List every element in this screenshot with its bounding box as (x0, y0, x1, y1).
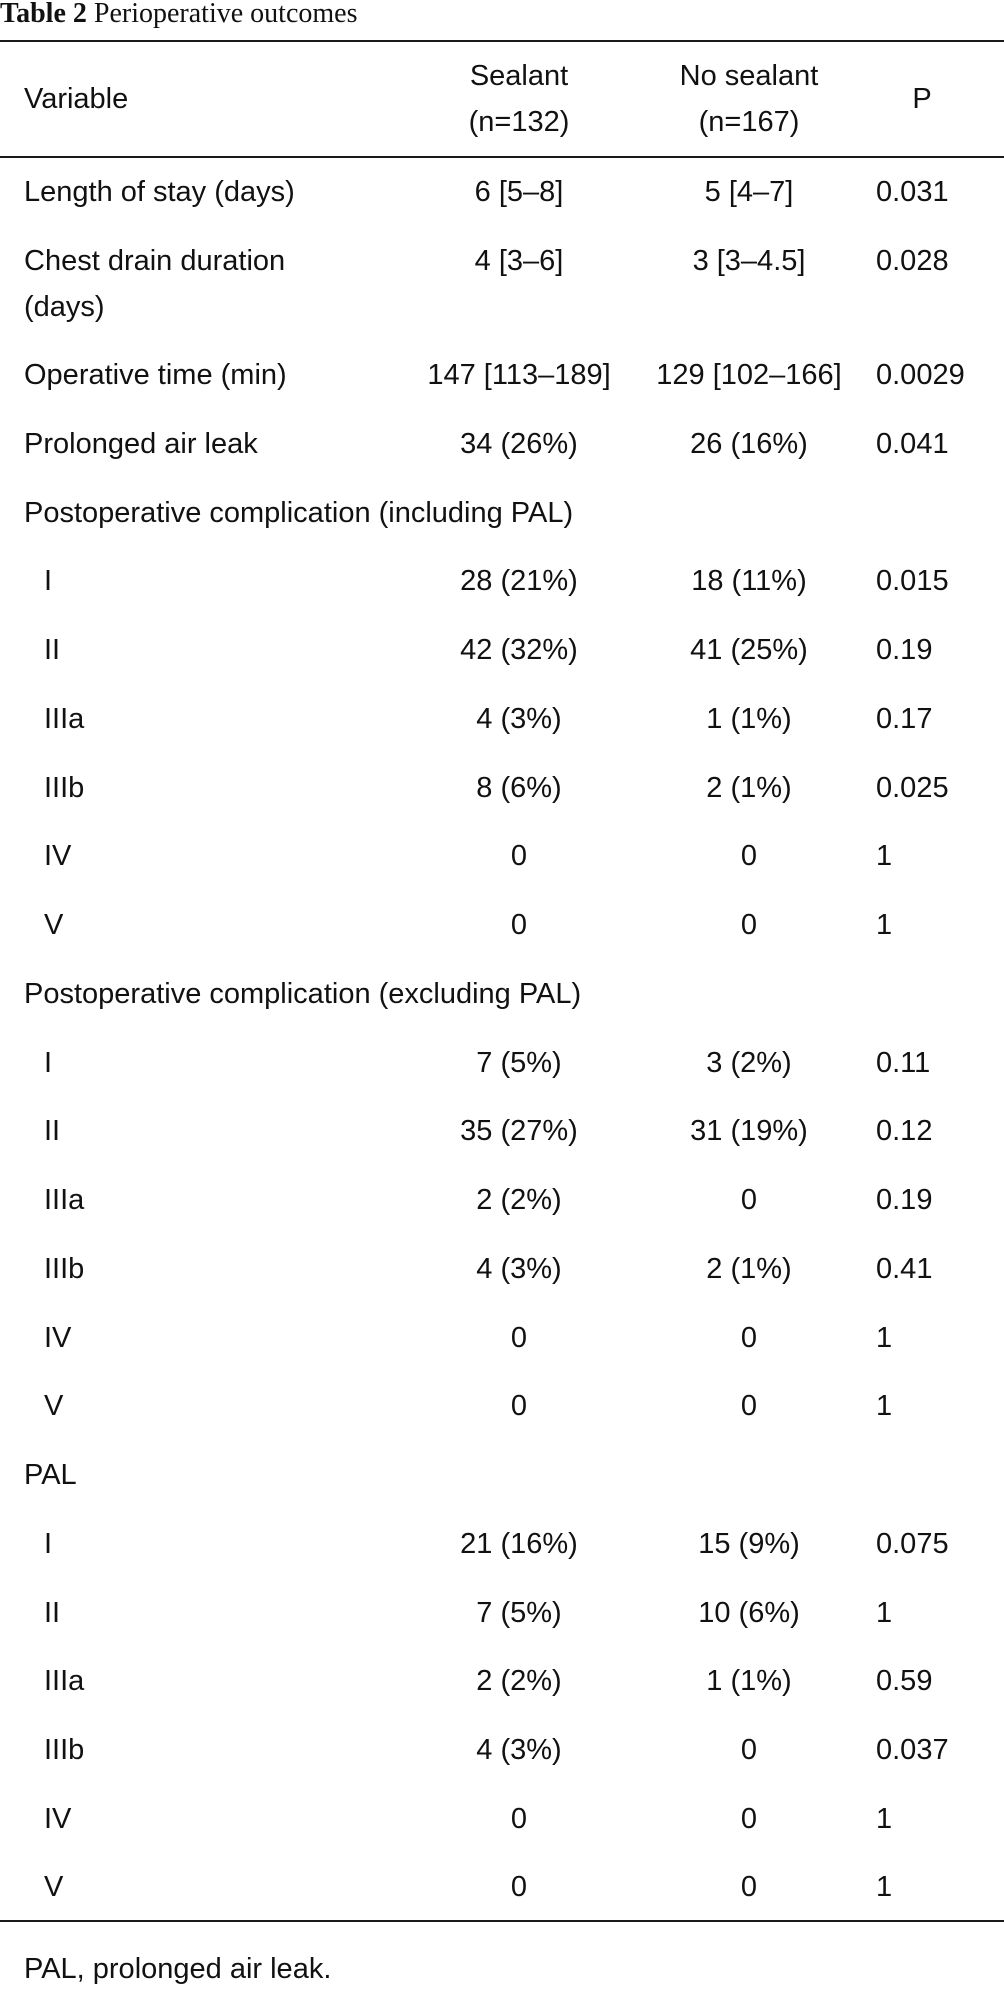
row-p: 0.041 (876, 428, 949, 460)
row-variable: IIIb (44, 772, 85, 804)
table-footnote: PAL, prolonged air leak. (24, 1953, 332, 1985)
row-variable: II (44, 634, 61, 666)
section-heading: Postoperative complication (excluding PAL) (24, 978, 582, 1010)
row-variable: I (44, 1047, 53, 1079)
row-sealant: 0 (510, 1871, 528, 1903)
row-variable: V (44, 1871, 64, 1903)
row-sealant: 0 (510, 1803, 528, 1835)
row-no-sealant: 3 [3–4.5] (692, 245, 806, 277)
row-p: 0.031 (876, 176, 949, 208)
row-no-sealant: 18 (11%) (691, 565, 807, 597)
row-variable: IIIa (44, 703, 85, 735)
header-sealant-n: (n=132) (468, 106, 570, 138)
row-variable: I (44, 1528, 53, 1560)
row-variable: Operative time (min) (24, 359, 287, 391)
row-no-sealant: 31 (19%) (690, 1115, 808, 1147)
row-p: 1 (876, 1803, 893, 1835)
row-p: 1 (876, 840, 893, 872)
row-p: 1 (876, 909, 893, 941)
row-p: 0.11 (876, 1047, 931, 1079)
row-variable: IIIb (44, 1253, 85, 1285)
table-bottom-rule (0, 1920, 1004, 1922)
table-top-rule (0, 40, 1004, 42)
row-p: 0.59 (876, 1665, 933, 1697)
header-no-sealant-n: (n=167) (698, 106, 800, 138)
row-sealant: 4 (3%) (476, 703, 562, 735)
row-no-sealant: 2 (1%) (706, 1253, 792, 1285)
header-no-sealant-label: No sealant (679, 60, 819, 92)
row-no-sealant: 0 (740, 1322, 758, 1354)
row-no-sealant: 0 (740, 1803, 758, 1835)
row-sealant: 34 (26%) (460, 428, 578, 460)
row-sealant: 4 (3%) (476, 1734, 562, 1766)
row-no-sealant: 0 (740, 909, 758, 941)
row-sealant: 2 (2%) (476, 1665, 562, 1697)
row-sealant: 7 (5%) (476, 1047, 562, 1079)
row-sealant: 4 (3%) (476, 1253, 562, 1285)
row-p: 0.12 (876, 1115, 933, 1147)
row-sealant: 28 (21%) (460, 565, 578, 597)
table-caption-title: Perioperative outcomes (93, 0, 358, 29)
row-sealant: 0 (510, 909, 528, 941)
row-sealant: 2 (2%) (476, 1184, 562, 1216)
row-sealant: 21 (16%) (460, 1528, 578, 1560)
header-p: P (912, 83, 932, 115)
row-sealant: 147 [113–189] (427, 359, 611, 391)
table-caption (0, 0, 357, 28)
row-p: 0.0029 (876, 359, 965, 391)
row-sealant: 6 [5–8] (474, 176, 564, 208)
row-sealant: 0 (510, 1322, 528, 1354)
row-p: 0.028 (876, 245, 949, 277)
row-p: 0.075 (876, 1528, 949, 1560)
row-p: 0.41 (876, 1253, 933, 1285)
row-variable: II (44, 1115, 61, 1147)
row-p: 1 (876, 1597, 893, 1629)
row-sealant: 0 (510, 840, 528, 872)
row-no-sealant: 0 (740, 1734, 758, 1766)
row-no-sealant: 2 (1%) (706, 772, 792, 804)
row-no-sealant: 0 (740, 1871, 758, 1903)
row-variable: Length of stay (days) (24, 176, 295, 208)
row-no-sealant: 5 [4–7] (704, 176, 794, 208)
row-p: 0.015 (876, 565, 949, 597)
row-variable: IIIb (44, 1734, 85, 1766)
header-no-sealant (634, 53, 864, 145)
row-no-sealant: 0 (740, 840, 758, 872)
row-sealant: 7 (5%) (476, 1597, 562, 1629)
table-caption-label: Table 2 (0, 0, 87, 29)
row-p: 1 (876, 1322, 893, 1354)
row-p: 1 (876, 1871, 893, 1903)
section-heading: PAL (24, 1459, 77, 1491)
section-heading: Postoperative complication (including PAL) (24, 497, 574, 529)
row-p: 0.025 (876, 772, 949, 804)
row-variable: V (44, 909, 64, 941)
header-variable: Variable (24, 83, 129, 115)
row-variable: II (44, 1597, 61, 1629)
row-sealant: 8 (6%) (476, 772, 562, 804)
row-variable: IV (44, 1803, 72, 1835)
row-p: 0.037 (876, 1734, 949, 1766)
row-p: 1 (876, 1390, 893, 1422)
row-no-sealant: 41 (25%) (690, 634, 808, 666)
row-no-sealant: 26 (16%) (690, 428, 808, 460)
header-sealant-label: Sealant (469, 60, 569, 92)
row-no-sealant: 3 (2%) (706, 1047, 792, 1079)
row-variable: Chest drain duration (days) (24, 245, 286, 323)
row-variable: IV (44, 840, 72, 872)
row-p: 0.19 (876, 634, 933, 666)
row-no-sealant: 1 (1%) (706, 703, 792, 735)
row-no-sealant: 1 (1%) (706, 1665, 792, 1697)
row-sealant: 35 (27%) (460, 1115, 578, 1147)
row-no-sealant: 129 [102–166] (656, 359, 842, 391)
row-no-sealant: 0 (740, 1390, 758, 1422)
row-variable: IV (44, 1322, 72, 1354)
row-sealant: 42 (32%) (460, 634, 578, 666)
row-variable: IIIa (44, 1665, 85, 1697)
table-header-rule (0, 156, 1004, 158)
row-p: 0.19 (876, 1184, 933, 1216)
row-variable: I (44, 565, 53, 597)
row-variable: Prolonged air leak (24, 428, 258, 460)
row-no-sealant: 10 (6%) (698, 1597, 800, 1629)
row-sealant: 0 (510, 1390, 528, 1422)
row-no-sealant: 0 (740, 1184, 758, 1216)
header-sealant (404, 53, 634, 145)
row-sealant: 4 [3–6] (474, 245, 564, 277)
row-no-sealant: 15 (9%) (698, 1528, 800, 1560)
row-p: 0.17 (876, 703, 933, 735)
row-variable: IIIa (44, 1184, 85, 1216)
row-variable: V (44, 1390, 64, 1422)
